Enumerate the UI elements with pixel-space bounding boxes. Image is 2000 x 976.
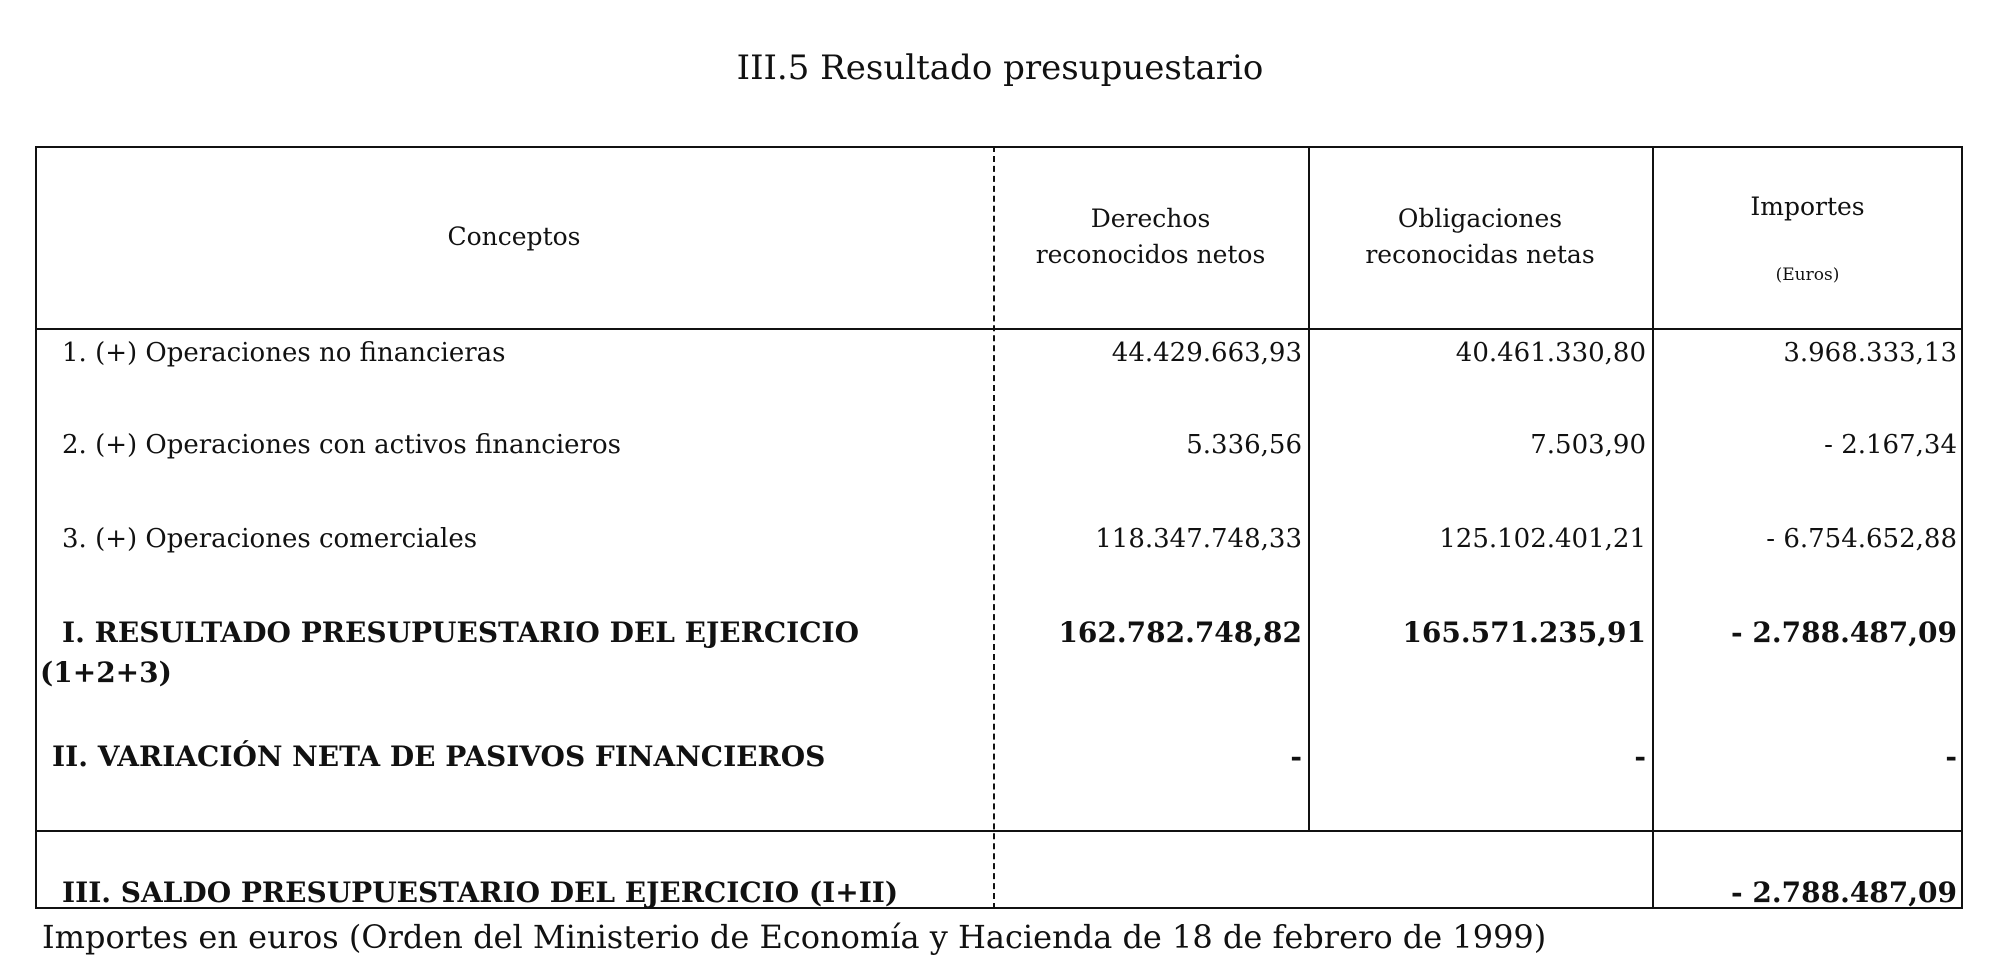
section-divider: [35, 830, 1963, 832]
row-3-importe: - 6.754.652,88: [1766, 524, 1957, 554]
footnote: Importes en euros (Orden del Ministerio de Economía y Hacienda de 18 de febrero de 1999): [42, 918, 1547, 956]
row-resultado-concepto-line1: I. RESULTADO PRESUPUESTARIO DEL EJERCICIO: [62, 616, 859, 649]
row-1-concepto: 1. (+) Operaciones no financieras: [62, 338, 506, 368]
row-3-obligaciones: 125.102.401,21: [1439, 524, 1646, 554]
row-resultado-concepto-line2: (1+2+3): [40, 656, 172, 689]
header-derechos-line1: Derechos: [1090, 204, 1211, 233]
header-importes: Importes: [1750, 192, 1865, 221]
row-variacion-derechos: -: [1290, 740, 1302, 773]
header-obligaciones-line2: reconocidas netas: [1365, 240, 1595, 269]
row-1-derechos: 44.429.663,93: [1111, 338, 1302, 368]
row-2-obligaciones: 7.503,90: [1530, 430, 1646, 460]
page-title: III.5 Resultado presupuestario: [736, 48, 1264, 88]
row-1-importe: 3.968.333,13: [1783, 338, 1957, 368]
row-2-derechos: 5.336,56: [1186, 430, 1302, 460]
row-saldo-concepto: III. SALDO PRESUPUESTARIO DEL EJERCICIO (I+II): [62, 876, 899, 909]
row-resultado-importe: - 2.788.487,09: [1731, 616, 1957, 649]
row-variacion-obligaciones: -: [1634, 740, 1646, 773]
row-variacion-importe: -: [1945, 740, 1957, 773]
header-obligaciones-line1: Obligaciones: [1397, 204, 1563, 233]
row-saldo-importe: - 2.788.487,09: [1731, 876, 1957, 909]
row-2-importe: - 2.167,34: [1824, 430, 1957, 460]
header-derechos-line2: reconocidos netos: [1035, 240, 1266, 269]
row-3-concepto: 3. (+) Operaciones comerciales: [62, 524, 478, 554]
row-variacion-concepto: II. VARIACIÓN NETA DE PASIVOS FINANCIEROS: [52, 740, 826, 773]
row-1-obligaciones: 40.461.330,80: [1455, 338, 1646, 368]
row-2-concepto: 2. (+) Operaciones con activos financieros: [62, 430, 621, 460]
header-importes-unit: (Euros): [1775, 265, 1840, 285]
row-resultado-derechos: 162.782.748,82: [1058, 616, 1302, 649]
header-conceptos: Conceptos: [447, 222, 581, 251]
header-divider: [35, 328, 1963, 330]
row-3-derechos: 118.347.748,33: [1095, 524, 1302, 554]
row-resultado-obligaciones: 165.571.235,91: [1402, 616, 1646, 649]
